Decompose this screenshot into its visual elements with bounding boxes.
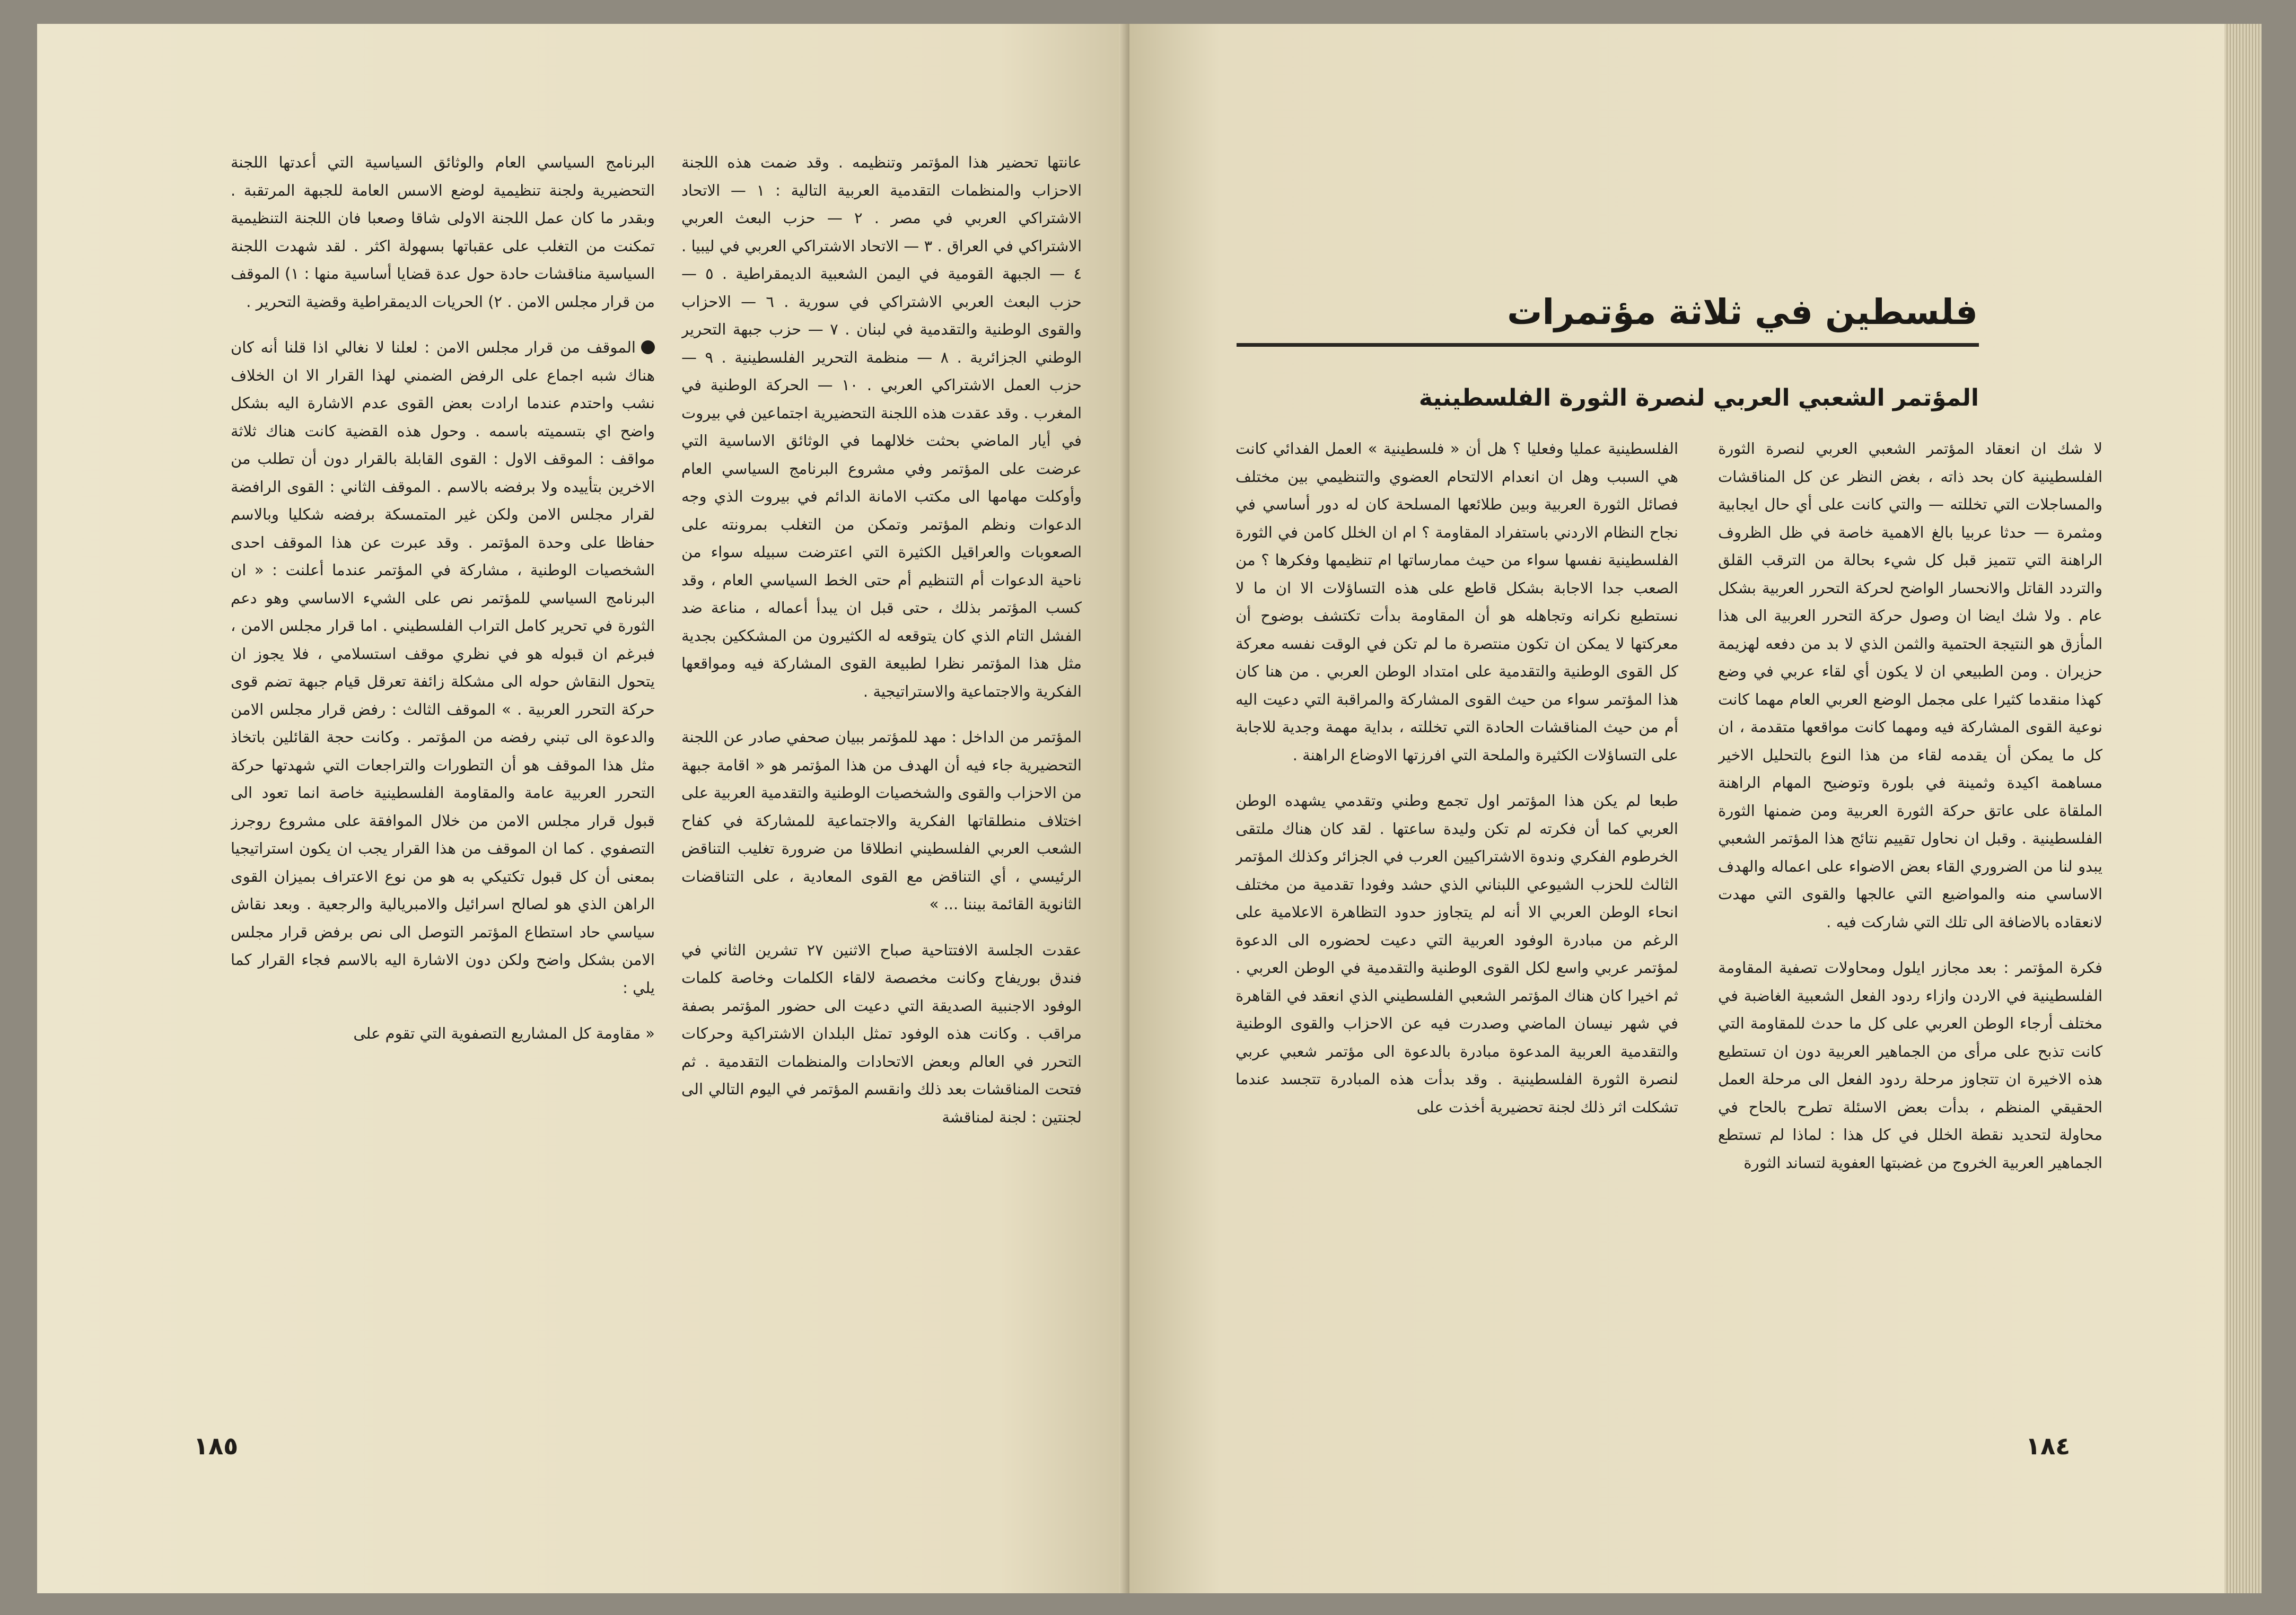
paragraph: المؤتمر من الداخل : مهد للمؤتمر ببيان صحفي صادر عن اللجنة التحضيرية جاء فيه أن الهدف من هذا المؤتمر هو « اقامة جبهة من الاحزاب والقوى والشخصيات الوطنية والتقدمية العربية على اختلاف منطلقاتها الفكرية والاجتماعية للمشاركة في كفاح الشعب العربي الفلسطيني انطلاقا من ضرورة تغليب التناقض الرئيسي ، أي التناقض مع القوى المعادية ، على التناقضات الثانوية القائمة بيننا ... » xyxy=(681,728,1082,913)
paragraph: عانتها تحضير هذا المؤتمر وتنظيمه . وقد ضمت هذه اللجنة الاحزاب والمنظمات التقدمية العربية التالية : ١ — الاتحاد الاشتراكي العربي في مصر . ٢ — حزب البعث العربي الاشتراكي في العراق . ٣ — الاتحاد الاشتراكي العربي في ليبيا . ٤ — الجبهة القومية في اليمن الشعبية الديمقراطية . ٥ — حزب البعث العربي الاشتراكي في سورية . ٦ — الاحزاب والقوى الوطنية والتقدمية في لبنان . ٧ — حزب جبهة التحرير الوطني الجزائرية . ٨ — منظمة التحرير الفلسطينية . ٩ — حزب العمل الاشتراكي العربي . ١٠ — الحركة الوطنية في المغرب . وقد عقدت هذه اللجنة التحضيرية اجتماعين في بيروت في أيار الماضي بحثت خلالهما في الوثائق الاساسية التي عرضت على المؤتمر وفي مشروع البرنامج السياسي العام وأوكلت مهامها الى مكتب الامانة الدائم في بيروت الذي وجه الدعوات ونظم المؤتمر وتمكن من التغلب بمرونته على الصعوبات والعراقيل الكثيرة التي اعترضت سبيله سواء من ناحية الدعوات أم التنظيم أم حتى الخط السياسي العام ، وقد كسب المؤتمر بذلك ، حتى قبل ان يبدأ أعماله ، مناعة ضد الفشل التام الذي كان يتوقعه له الكثيرون من المشككين بجدية مثل هذا المؤتمر نظرا لطبيعة القوى المشاركة فيه ومواقعها الفكرية والاجتماعية والاستراتيجية . xyxy=(681,153,1082,700)
left-page-column-left xyxy=(231,148,655,1463)
page-edges xyxy=(2224,24,2262,1593)
right-page-column-right xyxy=(1718,435,2102,1421)
paragraph: لا شك ان انعقاد المؤتمر الشعبي العربي لنصرة الثورة الفلسطينية كان بحد ذاته ، بغض النظر عن كل المناقشات والمساجلات التي تخللته — والتي كانت على أي حال ايجابية ومثمرة — حدثا عربيا بالغ الاهمية خاصة في ظل الظروف الراهنة التي تتميز قبل كل شيء بحالة من الترقب القلق والتردد القاتل والانحسار الواضح لحركة التحرر العربية بشكل عام . ولا شك ايضا ان وصول حركة التحرر العربية الى هذا المأزق هو النتيجة الحتمية والثمن الذي لا بد من دفعه لهزيمة حزيران . ومن الطبيعي ان لا يكون أي لقاء عربي في وضع كهذا منقدما كثيرا على مجمل الوضع العربي العام مهما كانت نوعية القوى المشاركة فيه ومهما كانت مواقعها متقدمة ، ان كل ما يمكن أن يقدمه لقاء من هذا النوع بالتحليل الاخير مساهمة اكيدة وثمينة في بلورة وتوضيح المهام الراهنة الملقاة على عاتق حركة الثورة العربية ومن ضمنها الثورة الفلسطينية . وقبل ان نحاول تقييم نتائج هذا المؤتمر الشعبي يبدو لنا من الضروري القاء بعض الاضواء على اعماله والهدف الاساسي منه والمواضيع التي عالجها والقوى التي مهدت لانعقاده بالاضافة الى تلك التي شاركت فيه . xyxy=(1718,440,2102,931)
book-spread xyxy=(37,24,2262,1593)
right-page-column-left xyxy=(1235,435,1678,1421)
paragraph: طبعا لم يكن هذا المؤتمر اول تجمع وطني وتقدمي يشهده الوطن العربي كما أن فكرته لم تكن وليدة ساعتها . لقد كان هناك ملتقى الخرطوم الفكري وندوة الاشتراكيين العرب في الجزائر وكذلك المؤتمر الثالث للحزب الشيوعي اللبناني الذي حشد وفودا تقدمية من مختلف انحاء الوطن العربي الا أنه لم يتجاوز حدود التظاهرة الاعلامية على الرغم من مبادرة الوفود العربية التي دعيت لحضوره الى الدعوة لمؤتمر عربي واسع لكل القوى الوطنية والتقدمية في الوطن العربي . ثم اخيرا كان هناك المؤتمر الشعبي الفلسطيني الذي انعقد في القاهرة في شهر نيسان الماضي وصدرت فيه عن الاحزاب والقوى الوطنية والتقدمية العربية المدعوة مبادرة بالدعوة الى مؤتمر شعبي عربي لنصرة الثورة الفلسطينية . وقد بدأت هذه المبادرة تتجسد عندما تشكلت اثر ذلك لجنة تحضيرية أخذت على xyxy=(1235,792,1678,1116)
article-subtitle: المؤتمر الشعبي العربي لنصرة الثورة الفلسطينية xyxy=(1418,384,1979,411)
page-number: ١٨٤ xyxy=(2026,1432,2071,1460)
paragraph: عقدت الجلسة الافتتاحية صباح الاثنين ٢٧ تشرين الثاني في فندق بوريفاج وكانت مخصصة لالقاء الكلمات وخاصة كلمات الوفود الاجنبية الصديقة التي دعيت الى حضور المؤتمر بصفة مراقب . وكانت هذه الوفود تمثل البلدان الاشتراكية وحركات التحرر في العالم وبعض الاتحادات والمنظمات التقدمية . ثم فتحت المناقشات بعد ذلك وانقسم المؤتمر في اليوم التالي الى لجنتين : لجنة لمناقشة xyxy=(681,941,1082,1126)
left-page-column-middle xyxy=(681,148,1082,1463)
paragraph: الفلسطينية عمليا وفعليا ؟ هل أن « فلسطينية » العمل الفدائي كانت هي السبب وهل ان انعدام الالتحام العضوي والتنظيمي بين مختلف فصائل الثورة العربية وبين طلائعها المسلحة كان له دور أساسي في نجاح النظام الاردني باستفراد المقاومة ؟ ام ان الخلل كامن في الثورة الفلسطينية نفسها سواء من حيث ممارساتها ام تنظيمها وفكرها ؟ من الصعب جدا الاجابة بشكل قاطع على هذه التساؤلات الا ان ما لا نستطيع نكرانه وتجاهله هو أن المقاومة بدأت تكتشف بوضوح أن معركتها لا يمكن ان تكون منتصرة ما لم تكن في الوقت نفسه معركة كل القوى الوطنية والتقدمية على امتداد الوطن العربي . من هنا كان هذا المؤتمر سواء من حيث القوى المشاركة والمراقبة التي دعيت اليه أم من حيث المناقشات الحادة التي تخللته ، بداية مهمة وجدية للاجابة على التساؤلات الكثيرة والملحة التي افرزتها الاوضاع الراهنة . xyxy=(1235,440,1678,764)
paragraph xyxy=(231,333,655,1002)
paragraph: « مقاومة كل المشاريع التصفوية التي تقوم على xyxy=(353,1024,655,1042)
left-page xyxy=(37,24,1129,1593)
paragraph: البرنامج السياسي العام والوثائق السياسية التي أعدتها اللجنة التحضيرية ولجنة تنظيمية لوضع الاسس العامة للجبهة المرتقبة . وبقدر ما كان عمل اللجنة الاولى شاقا وصعبا فان اللجنة التنظيمية تمكنت من التغلب على عقباتها بسهولة اكثر . لقد شهدت اللجنة السياسية مناقشات حادة حول عدة قضايا أساسية منها : ١) الموقف من قرار مجلس الامن . ٢) الحريات الديمقراطية وقضية التحرير . xyxy=(231,153,655,311)
paragraph-text: الموقف من قرار مجلس الامن : لعلنا لا نغالي اذا قلنا أنه كان هناك شبه اجماع على الرفض الضمني لهذا القرار الا ان الخلاف نشب واحتدم عندما ارادت بعض القوى عدم الاشارة اليه بشكل واضح اي بتسميته باسمه . وحول هذه القضية كانت هناك ثلاثة مواقف : الموقف الاول : القوى القابلة بالقرار دون أن تطلب من الاخرين بتأييده ولا برفضه بالاسم . الموقف الثاني : القوى الرافضة لقرار مجلس الامن ولكن غير المتمسكة برفضه شكليا وبالاسم حفاظا على وحدة المؤتمر . وقد عبرت عن هذا الموقف احدى الشخصيات الوطنية ، مشاركة في المؤتمر عندما أعلنت : « ان البرنامج السياسي للمؤتمر نص على الشيء الاساسي وهو دعم الثورة في تحرير كامل التراب الفلسطيني . اما قرار مجلس الامن ، فبرغم ان قبوله هو في نظري موقف استسلامي ، فلا يجوز ان يتحول النقاش حوله الى مشكلة زائفة تعرقل قيام جبهة تضم قوى حركة التحرر العربية . » الموقف الثالث : رفض قرار مجلس الامن والدعوة الى تبني رفضه من المؤتمر . وكانت حجة القائلين باتخاذ مثل هذا الموقف هو أن التطورات والتراجعات التي شهدتها حركة التحرر العربية عامة والمقاومة الفلسطينية خاصة انما تعود الى قبول قرار مجلس الامن من خلال الموافقة على مشروع روجرز التصفوي . كما ان الموقف من هذا القرار يجب ان يكون استراتيجيا بمعنى أن كل قبول تكتيكي به هو من نوع الاعتراف بميزان القوى الراهن الذي هو لصالح اسرائيل والامبريالية والرجعية . وبعد نقاش سياسي حاد استطاع المؤتمر التوصل الى نص برفض قرار مجلس الامن بشكل واضح ولكن دون الاشارة اليه بالاسم فجاء القرار كما يلي : xyxy=(231,338,655,997)
right-page xyxy=(1129,24,2262,1593)
article-title: فلسطين في ثلاثة مؤتمرات xyxy=(1507,292,1978,332)
title-rule xyxy=(1237,343,1979,347)
paragraph: فكرة المؤتمر : بعد مجازر ايلول ومحاولات تصفية المقاومة الفلسطينية في الاردن وازاء ردود الفعل الشعبية الغاضبة في مختلف أرجاء الوطن العربي على كل ما حدث للمقاومة التي كانت تذبح على مرأى من الجماهير العربية دون ان تستطيع هذه الاخيرة ان تتجاوز مرحلة ردود الفعل الى مرحلة العمل الحقيقي المنظم ، بدأت بعض الاسئلة تطرح بالحاح في محاولة لتحديد نقطة الخلل في كل هذا : لماذا لم تستطع الجماهير العربية الخروج من غضبتها العفوية لتساند الثورة xyxy=(1718,959,2102,1172)
page-number: ١٨٥ xyxy=(194,1432,239,1460)
bullet-icon xyxy=(641,340,655,354)
